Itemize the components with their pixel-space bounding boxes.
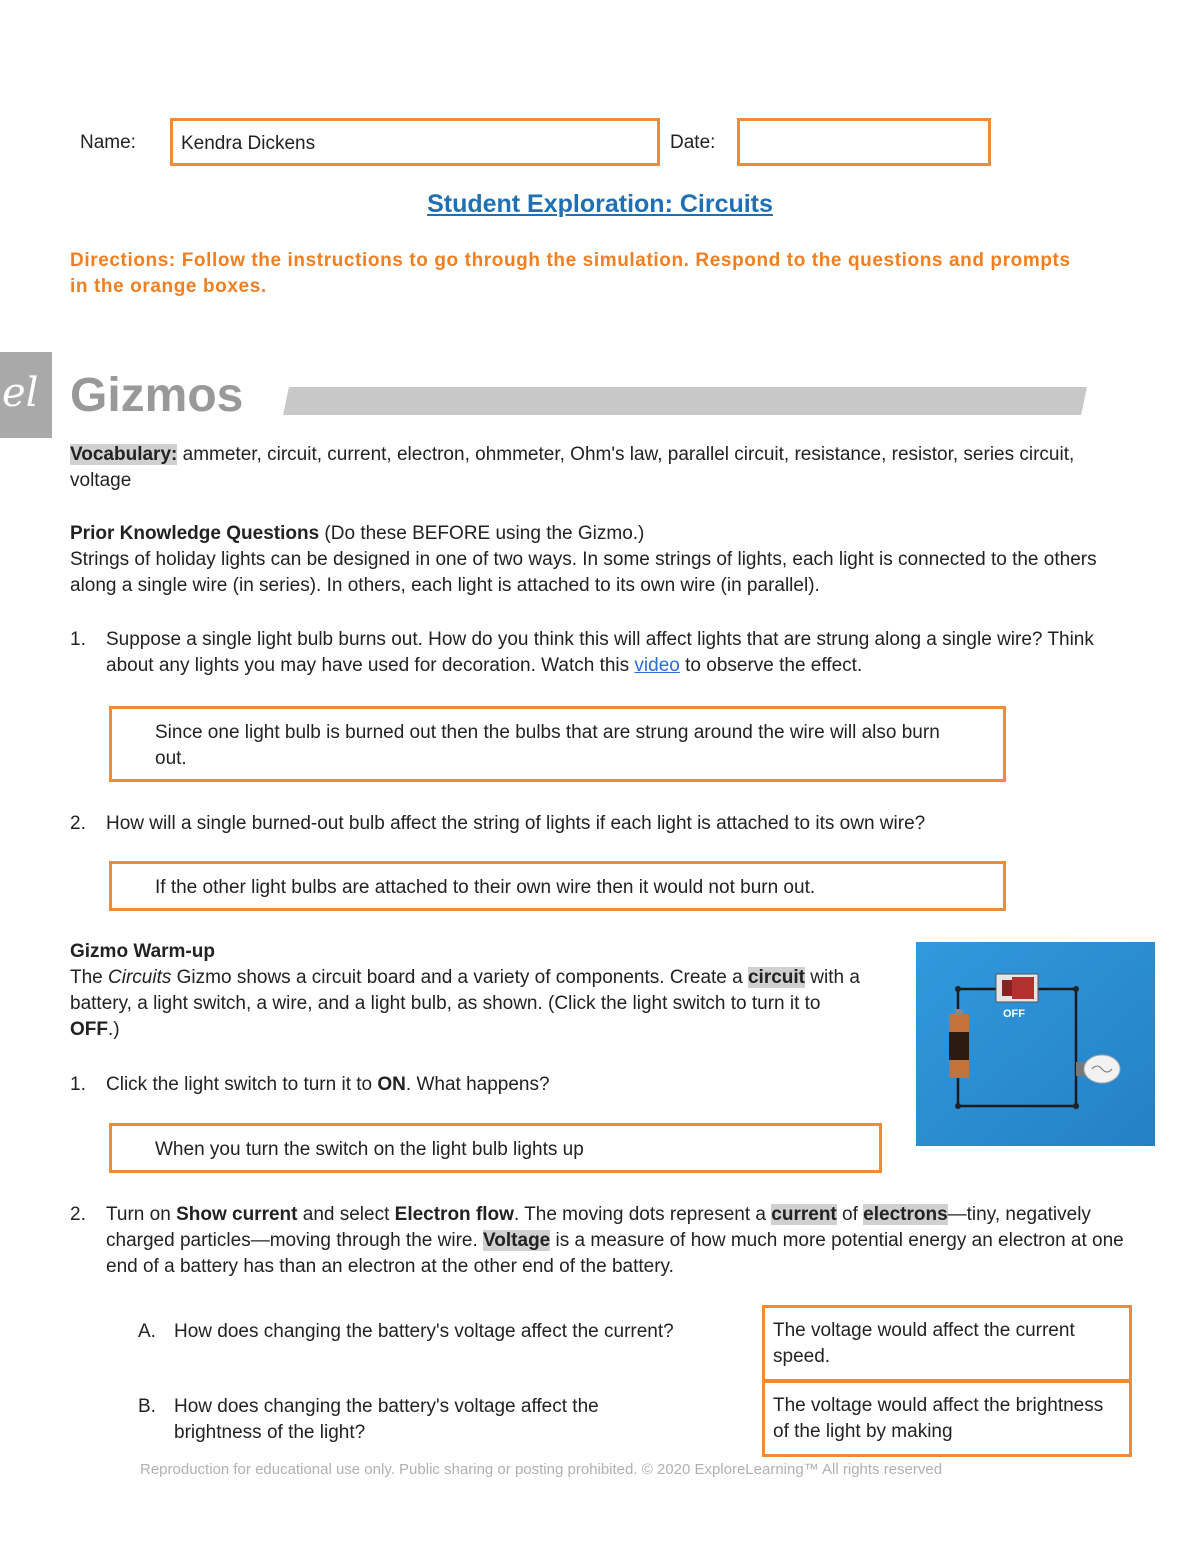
term-show-current: Show current (176, 1204, 298, 1225)
pk-q2-number: 2. (70, 813, 86, 834)
warmup-a1-text: When you turn the switch on the light bulb lights up (155, 1139, 584, 1160)
footer-copyright: Reproduction for educational use only. Public sharing or posting prohibited. © 2020 ExploreLearning™ All rights reserved (140, 1461, 943, 1478)
prior-knowledge-intro: Strings of holiday lights can be designed in one of two ways. In some strings of lights, each light is connected to the others along a single wire (in series). In others, each light is attached to its own wire (in parallel). (70, 549, 1097, 596)
video-link[interactable]: video (634, 655, 680, 676)
el-logo (0, 352, 52, 438)
warmup-intro (70, 965, 860, 1043)
pk-a1-box[interactable] (109, 706, 1006, 782)
date-label: Date: (670, 132, 716, 153)
directions-text: Directions: Follow the instructions to go through the simulation. Respond to the questions and prompts in the orange boxes. (70, 250, 1071, 297)
el-logo-mark: el (2, 370, 39, 416)
prior-knowledge-title: Prior Knowledge Questions (70, 523, 320, 544)
gizmos-brand: Gizmos (70, 369, 244, 422)
vocabulary-terms: ammeter, circuit, current, electron, ohmmeter, Ohm's law, parallel circuit, resistance, resistor, series circuit, voltage (70, 444, 1075, 491)
banner-bar (283, 387, 1087, 415)
warmup-q2-b: and select (297, 1204, 395, 1225)
warmup-q2-text (106, 1202, 1136, 1280)
pk-q1-text-a: Suppose a single light bulb burns out. How do you think this will affect lights that are strung along a single wire? Think about any lights you may have used for decoration. Watch this (106, 629, 1094, 676)
name-field[interactable] (170, 118, 660, 166)
vocabulary-paragraph (70, 442, 1110, 494)
subq-b-answer-text: The voltage would affect the brightness of the light by making (773, 1395, 1104, 1442)
term-electron-flow: Electron flow (394, 1204, 514, 1225)
prior-knowledge-heading (70, 521, 1120, 547)
warmup-q2-c: . The moving dots represent a (513, 1204, 772, 1225)
warmup-q2-a: Turn on (106, 1204, 177, 1225)
circuit-gizmo-image (916, 942, 1155, 1146)
subq-a-answer-box[interactable] (762, 1305, 1132, 1382)
warmup-q2-number: 2. (70, 1204, 86, 1225)
warmup-q2-d: of (836, 1204, 864, 1225)
subq-a-answer-text: The voltage would affect the current speed. (773, 1320, 1075, 1367)
warmup-section (70, 939, 860, 1043)
pk-a2-text: If the other light bulbs are attached to their own wire then it would not burn out. (155, 877, 816, 898)
subq-b-answer-box[interactable] (762, 1380, 1132, 1457)
warmup-q1-number: 1. (70, 1074, 86, 1095)
term-on: ON (377, 1074, 406, 1095)
pk-q1-text-b: to observe the effect. (679, 655, 863, 676)
subq-a-letter: A. (138, 1321, 156, 1342)
term-electrons: electrons (863, 1204, 948, 1225)
warmup-heading: Gizmo Warm-up (70, 941, 215, 962)
warmup-intro-4: .) (108, 1019, 120, 1040)
pk-q1-number: 1. (70, 629, 86, 650)
light-switch-icon (996, 974, 1038, 1002)
term-circuit: circuit (747, 967, 806, 988)
warmup-q1-a: Click the light switch to turn it to (106, 1074, 378, 1095)
battery-icon (949, 1009, 969, 1078)
warmup-intro-3: with a battery, a light switch, a wire, and a light bulb, as shown. (Click the light switch to turn it to (70, 967, 860, 1014)
term-off: OFF (70, 1019, 108, 1040)
warmup-q2-f: is a measure of how much more potential energy an electron at one end of a battery has than an electron at the other end of the battery. (106, 1230, 1124, 1277)
pk-a1-text: Since one light bulb is burned out then the bulbs that are strung around the wire will also burn out. (155, 722, 940, 769)
pk-q1-text (106, 627, 1126, 679)
pk-a2-box[interactable] (109, 861, 1006, 911)
circuit-diagram (916, 942, 1155, 1146)
name-value: Kendra Dickens (181, 133, 316, 154)
subq-a-text: How does changing the battery's voltage affect the current? (174, 1321, 674, 1342)
prior-knowledge-note: (Do these BEFORE using the Gizmo.) (319, 523, 645, 544)
prior-knowledge-section (70, 521, 1120, 599)
term-current: current (771, 1204, 837, 1225)
warmup-q1-b: . What happens? (405, 1074, 550, 1095)
term-voltage: Voltage (483, 1230, 551, 1251)
vocabulary-label: Vocabulary: (70, 444, 178, 465)
warmup-intro-1: The (70, 967, 109, 988)
date-field[interactable] (737, 118, 991, 166)
pk-q2-text: How will a single burned-out bulb affect the string of lights if each light is attached to its own wire? (106, 813, 926, 834)
subq-b-text: How does changing the battery's voltage affect the brightness of the light? (174, 1396, 599, 1443)
warmup-intro-2: Gizmo shows a circuit board and a variety of components. Create a (171, 967, 748, 988)
warmup-a1-box[interactable] (109, 1123, 882, 1173)
warmup-q2-e: —tiny, negatively charged particles—moving through the wire. (106, 1204, 1091, 1251)
warmup-intro-gizmo-name: Circuits (108, 967, 172, 988)
name-label: Name: (80, 132, 136, 153)
page-title: Student Exploration: Circuits (427, 190, 773, 218)
switch-off-label: OFF (1003, 1008, 1025, 1020)
subq-b-letter: B. (138, 1396, 156, 1417)
warmup-q1-text (106, 1072, 866, 1098)
